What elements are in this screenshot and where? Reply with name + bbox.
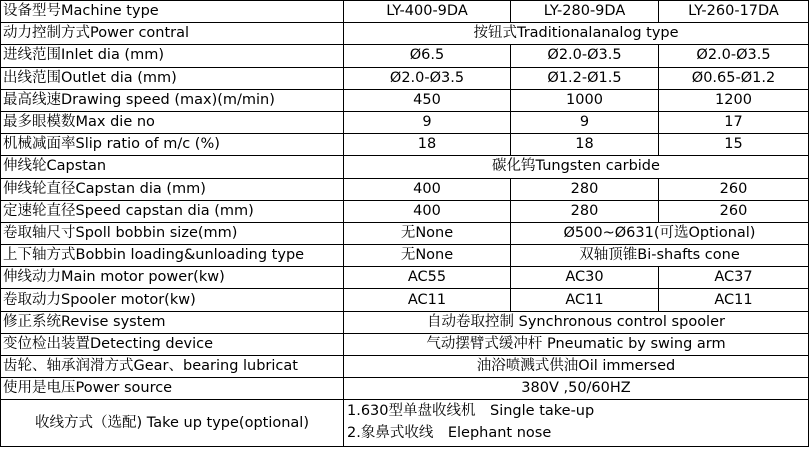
- main-motor-value-3: AC37: [659, 267, 809, 289]
- capstan-dia-value-2: 280: [511, 178, 659, 200]
- model-3: LY-260-17DA: [659, 1, 809, 23]
- outlet-dia-value-1: Ø2.0-Ø3.5: [344, 67, 511, 89]
- speed-capstan-dia-value-1: 400: [344, 200, 511, 222]
- drawing-speed-label: 最高线速Drawing speed (max)(m/min): [1, 89, 344, 111]
- row-bobbin-loading: [1, 245, 809, 267]
- power-source-label: 使用是电压Power source: [1, 378, 344, 400]
- row-revise-system: [1, 311, 809, 333]
- spoll-bobbin-value-1: 无None: [344, 222, 511, 244]
- speed-capstan-dia-value-2: 280: [511, 200, 659, 222]
- take-up-option-1: 1.630型单盘收线机 Single take-up: [347, 403, 595, 420]
- capstan-dia-label: 伸线轮直径Capstan dia (mm): [1, 178, 344, 200]
- row-max-die: [1, 111, 809, 133]
- speed-capstan-dia-label: 定速轮直径Speed capstan dia (mm): [1, 200, 344, 222]
- row-machine-type: [1, 1, 809, 23]
- max-die-value-1: 9: [344, 111, 511, 133]
- main-motor-value-2: AC30: [511, 267, 659, 289]
- bobbin-loading-value-1: 无None: [344, 245, 511, 267]
- take-up-values: [344, 400, 809, 447]
- model-2: LY-280-9DA: [511, 1, 659, 23]
- slip-ratio-value-2: 18: [511, 134, 659, 156]
- slip-ratio-value-1: 18: [344, 134, 511, 156]
- detecting-device-value: 气动摆臂式缓冲杆 Pneumatic by swing arm: [344, 333, 809, 355]
- max-die-value-3: 17: [659, 111, 809, 133]
- capstan-label: 伸线轮Capstan: [1, 156, 344, 178]
- drawing-speed-value-1: 450: [344, 89, 511, 111]
- slip-ratio-label: 机械减面率Slip ratio of m/c (%): [1, 134, 344, 156]
- lubrication-value: 油浴喷溅式供油Oil immersed: [344, 356, 809, 378]
- row-speed-capstan-dia: [1, 200, 809, 222]
- spoll-bobbin-label: 卷取轴尺寸Spoll bobbin size(mm): [1, 222, 344, 244]
- bobbin-loading-value-rest: 双轴顶锥Bi-shafts cone: [511, 245, 809, 267]
- spooler-motor-value-1: AC11: [344, 289, 511, 311]
- row-spooler-motor: [1, 289, 809, 311]
- row-spoll-bobbin: [1, 222, 809, 244]
- outlet-dia-value-3: Ø0.65-Ø1.2: [659, 67, 809, 89]
- inlet-dia-value-3: Ø2.0-Ø3.5: [659, 45, 809, 67]
- power-control-label: 动力控制方式Power contral: [1, 23, 344, 45]
- main-motor-value-1: AC55: [344, 267, 511, 289]
- take-up-label: 收线方式（选配) Take up type(optional): [1, 400, 344, 447]
- power-source-value: 380V ,50/60HZ: [344, 378, 809, 400]
- machine-type-label: 设备型号Machine type: [1, 1, 344, 23]
- take-up-option-2: 2.象鼻式收线 Elephant nose: [347, 425, 552, 442]
- row-inlet-dia: [1, 45, 809, 67]
- inlet-dia-value-1: Ø6.5: [344, 45, 511, 67]
- detecting-device-label: 变位检出装置Detecting device: [1, 333, 344, 355]
- row-drawing-speed: [1, 89, 809, 111]
- slip-ratio-value-3: 15: [659, 134, 809, 156]
- speed-capstan-dia-value-3: 260: [659, 200, 809, 222]
- bobbin-loading-label: 上下轴方式Bobbin loading&unloading type: [1, 245, 344, 267]
- row-lubrication: [1, 356, 809, 378]
- row-take-up: [1, 400, 809, 447]
- max-die-value-2: 9: [511, 111, 659, 133]
- row-main-motor: [1, 267, 809, 289]
- power-control-value: 按钮式Traditionalanalog type: [344, 23, 809, 45]
- spooler-motor-label: 卷取动力Spooler motor(kw): [1, 289, 344, 311]
- capstan-dia-value-1: 400: [344, 178, 511, 200]
- spoll-bobbin-value-rest: Ø500~Ø631(可选Optional): [511, 222, 809, 244]
- lubrication-label: 齿轮、轴承润滑方式Gear、bearing lubricat: [1, 356, 344, 378]
- inlet-dia-label: 进线范围Inlet dia (mm): [1, 45, 344, 67]
- spooler-motor-value-3: AC11: [659, 289, 809, 311]
- main-motor-label: 伸线动力Main motor power(kw): [1, 267, 344, 289]
- outlet-dia-label: 出线范围Outlet dia (mm): [1, 67, 344, 89]
- inlet-dia-value-2: Ø2.0-Ø3.5: [511, 45, 659, 67]
- revise-system-value: 自动卷取控制 Synchronous control spooler: [344, 311, 809, 333]
- outlet-dia-value-2: Ø1.2-Ø1.5: [511, 67, 659, 89]
- capstan-dia-value-3: 260: [659, 178, 809, 200]
- row-detecting-device: [1, 333, 809, 355]
- drawing-speed-value-3: 1200: [659, 89, 809, 111]
- max-die-label: 最多眼模数Max die no: [1, 111, 344, 133]
- spooler-motor-value-2: AC11: [511, 289, 659, 311]
- row-power-source: [1, 378, 809, 400]
- row-power-control: [1, 23, 809, 45]
- drawing-speed-value-2: 1000: [511, 89, 659, 111]
- row-capstan: [1, 156, 809, 178]
- row-capstan-dia: [1, 178, 809, 200]
- model-1: LY-400-9DA: [344, 1, 511, 23]
- capstan-value: 碳化钨Tungsten carbide: [344, 156, 809, 178]
- revise-system-label: 修正系统Revise system: [1, 311, 344, 333]
- row-slip-ratio: [1, 134, 809, 156]
- row-outlet-dia: [1, 67, 809, 89]
